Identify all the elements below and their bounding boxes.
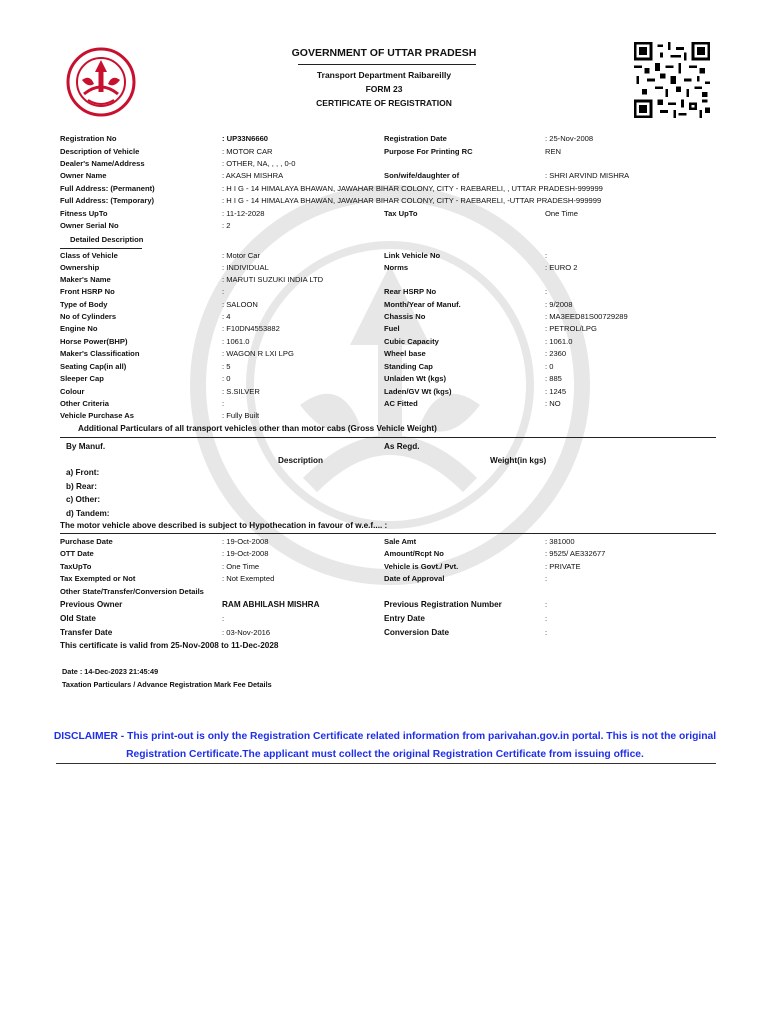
laden-value: : 1245	[545, 387, 567, 396]
rear-hsrp-value: :	[545, 287, 548, 296]
standing-label: Standing Cap	[384, 362, 433, 371]
seating-value: : 5	[222, 362, 231, 371]
maker-value: : MARUTI SUZUKI INDIA LTD	[222, 275, 324, 284]
detailed-description-heading: Detailed Description	[70, 235, 144, 244]
prev-reg-label: Previous Registration Number	[384, 600, 502, 609]
class-label: Class of Vehicle	[60, 251, 118, 260]
mfg-value: : 9/2008	[545, 300, 573, 309]
govt-pvt-value: : PRIVATE	[545, 562, 581, 571]
front-hsrp-value: :	[222, 287, 225, 296]
body-label: Type of Body	[60, 300, 108, 309]
prev-reg-value: :	[545, 600, 548, 609]
temp-address-value: : H I G - 14 HIMALAYA BHAWAN, JAWAHAR BIHAR COLONY, CITY - RAEBARELI, -UTTAR PRADESH-999999	[222, 196, 602, 205]
heading-rule	[60, 248, 142, 249]
tax-exempt-value: : Not Exempted	[222, 574, 275, 583]
reg-date-label: Registration Date	[384, 134, 447, 143]
fitness-label: Fitness UpTo	[60, 209, 108, 218]
perm-address-value: : H I G - 14 HIMALAYA BHAWAN, JAWAHAR BIHAR COLONY, CITY - RAEBARELI, , UTTAR PRADESH-999999	[222, 184, 603, 193]
front-hsrp-label: Front HSRP No	[60, 287, 115, 296]
taxation-particulars: Taxation Particulars / Advance Registration Mark Fee Details	[62, 680, 272, 689]
title-rule	[298, 64, 476, 65]
seating-label: Seating Cap(in all)	[60, 362, 127, 371]
ownership-value: : INDIVIDUAL	[222, 263, 269, 272]
sale-amt-value: : 381000	[545, 537, 575, 546]
reg-no-label: Registration No	[60, 134, 117, 143]
front-axle-label: a) Front:	[66, 468, 100, 477]
sleeper-value: : 0	[222, 374, 231, 383]
transfer-heading: Other State/Transfer/Conversion Details	[60, 587, 204, 596]
transfer-date-value: : 03-Nov-2016	[222, 628, 271, 637]
maker-class-value: : WAGON R LXI LPG	[222, 349, 294, 358]
disclaimer-line-2: Registration Certificate.The applicant must collect the original Registration Certificate from issuing office.	[126, 749, 644, 760]
dealer-label: Dealer's Name/Address	[60, 159, 145, 168]
by-manuf-label: By Manuf.	[66, 442, 106, 451]
prev-owner-label: Previous Owner	[60, 600, 123, 609]
purchase-as-value: : Fully Built	[222, 411, 260, 420]
purchase-date-label: Purchase Date	[60, 537, 113, 546]
rear-hsrp-label: Rear HSRP No	[384, 287, 437, 296]
fuel-value: : PETROL/LPG	[545, 324, 597, 333]
tax-exempt-label: Tax Exempted or Not	[60, 574, 136, 583]
other-criteria-label: Other Criteria	[60, 399, 109, 408]
engine-value: : F10DN4553882	[222, 324, 280, 333]
chassis-label: Chassis No	[384, 312, 426, 321]
fuel-label: Fuel	[384, 324, 400, 333]
validity-text: This certificate is valid from 25-Nov-2008 to 11-Dec-2028	[60, 641, 279, 650]
ac-value: : NO	[545, 399, 561, 408]
owner-value: : AKASH MISHRA	[222, 171, 284, 180]
norms-value: : EURO 2	[545, 263, 578, 272]
ownership-label: Ownership	[60, 263, 100, 272]
purchase-date-value: : 19-Oct-2008	[222, 537, 269, 546]
norms-label: Norms	[384, 263, 409, 272]
form-number: FORM 23	[365, 84, 403, 94]
sleeper-label: Sleeper Cap	[60, 374, 104, 383]
taxupto-value: : One Time	[222, 562, 260, 571]
desc-label: Description of Vehicle	[60, 147, 140, 156]
unladen-value: : 885	[545, 374, 562, 383]
class-value: : Motor Car	[222, 251, 260, 260]
standing-value: : 0	[545, 362, 554, 371]
transport-heading: Additional Particulars of all transport vehicles other than motor cabs (Gross Vehicle Weight)	[78, 424, 437, 433]
fitness-value: : 11-12-2028	[222, 209, 265, 218]
laden-label: Laden/GV Wt (kgs)	[384, 387, 452, 396]
transport-rule	[60, 437, 716, 438]
link-label: Link Vehicle No	[384, 251, 441, 260]
perm-address-label: Full Address: (Permanent)	[60, 184, 155, 193]
body-value: : SALOON	[222, 300, 258, 309]
hp-label: Horse Power(BHP)	[60, 337, 128, 346]
sale-amt-label: Sale Amt	[384, 537, 417, 546]
government-title: GOVERNMENT OF UTTAR PRADESH	[291, 47, 477, 59]
old-state-label: Old State	[60, 614, 96, 623]
disclaimer-rule	[56, 763, 716, 764]
mfg-label: Month/Year of Manuf.	[384, 300, 461, 309]
maker-class-label: Maker's Classification	[60, 349, 140, 358]
chassis-value: : MA3EED81S00729289	[545, 312, 628, 321]
weight-header: Weight(in kgs)	[490, 456, 547, 465]
ac-label: AC Fitted	[384, 399, 418, 408]
tandem-axle-label: d) Tandem:	[66, 509, 110, 518]
transfer-date-label: Transfer Date	[60, 628, 113, 637]
as-regd-label: As Regd.	[384, 442, 420, 451]
purpose-value: REN	[545, 147, 562, 156]
print-date: Date : 14-Dec-2023 21:45:49	[62, 667, 159, 676]
wheelbase-value: : 2360	[545, 349, 567, 358]
disclaimer	[40, 728, 730, 764]
entry-date-value: :	[545, 614, 548, 623]
rcpt-label: Amount/Rcpt No	[384, 549, 444, 558]
ott-date-value: : 19-Oct-2008	[222, 549, 269, 558]
cylinders-label: No of Cylinders	[60, 312, 117, 321]
hp-value: : 1061.0	[222, 337, 250, 346]
hypothecation-rule	[60, 533, 716, 534]
rcpt-value: : 9525/ AE332677	[545, 549, 606, 558]
relation-label: Son/wife/daughter of	[384, 171, 460, 180]
prev-owner-value: RAM ABHILASH MISHRA	[222, 600, 320, 609]
approval-label: Date of Approval	[384, 574, 445, 583]
certificate-title: CERTIFICATE OF REGISTRATION	[316, 98, 452, 108]
description-header: Description	[278, 456, 324, 465]
other-axle-label: c) Other:	[66, 495, 101, 504]
taxupto-label: TaxUpTo	[60, 562, 92, 571]
rear-axle-label: b) Rear:	[66, 482, 97, 491]
conversion-date-label: Conversion Date	[384, 628, 450, 637]
maker-label: Maker's Name	[60, 275, 111, 284]
ott-date-label: OTT Date	[60, 549, 94, 558]
owner-serial-label: Owner Serial No	[60, 221, 119, 230]
colour-label: Colour	[60, 387, 85, 396]
purchase-as-label: Vehicle Purchase As	[60, 411, 135, 420]
engine-label: Engine No	[60, 324, 98, 333]
conversion-date-value: :	[545, 628, 548, 637]
department-name: Transport Department Raibareilly	[316, 70, 452, 80]
approval-value: :	[545, 574, 548, 583]
owner-label: Owner Name	[60, 171, 107, 180]
relation-value: : SHRI ARVIND MISHRA	[545, 171, 630, 180]
old-state-value: :	[222, 614, 225, 623]
other-criteria-value: :	[222, 399, 225, 408]
colour-value: : S.SILVER	[222, 387, 260, 396]
purpose-label: Purpose For Printing RC	[384, 147, 473, 156]
desc-value: : MOTOR CAR	[222, 147, 273, 156]
entry-date-label: Entry Date	[384, 614, 425, 623]
cylinders-value: : 4	[222, 312, 231, 321]
owner-serial-value: : 2	[222, 221, 231, 230]
reg-no-value: : UP33N6660	[222, 134, 269, 143]
dealer-value: : OTHER, NA, , , , 0-0	[222, 159, 296, 168]
cc-label: Cubic Capacity	[384, 337, 439, 346]
cc-value: : 1061.0	[545, 337, 573, 346]
wheelbase-label: Wheel base	[384, 349, 426, 358]
disclaimer-line-1: DISCLAIMER - This print-out is only the Registration Certificate related information from parivahan.gov.in portal. This is not the original	[53, 731, 717, 742]
reg-date-value: : 25-Nov-2008	[545, 134, 594, 143]
temp-address-label: Full Address: (Temporary)	[60, 196, 155, 205]
tax-label: Tax UpTo	[384, 209, 418, 218]
unladen-label: Unladen Wt (kgs)	[384, 374, 447, 383]
link-value: :	[545, 251, 548, 260]
tax-value: One Time	[545, 209, 578, 218]
govt-pvt-label: Vehicle is Govt./ Pvt.	[384, 562, 459, 571]
hypothecation-text: The motor vehicle above described is subject to Hypothecation in favour of w.e.f.... :	[60, 521, 388, 530]
